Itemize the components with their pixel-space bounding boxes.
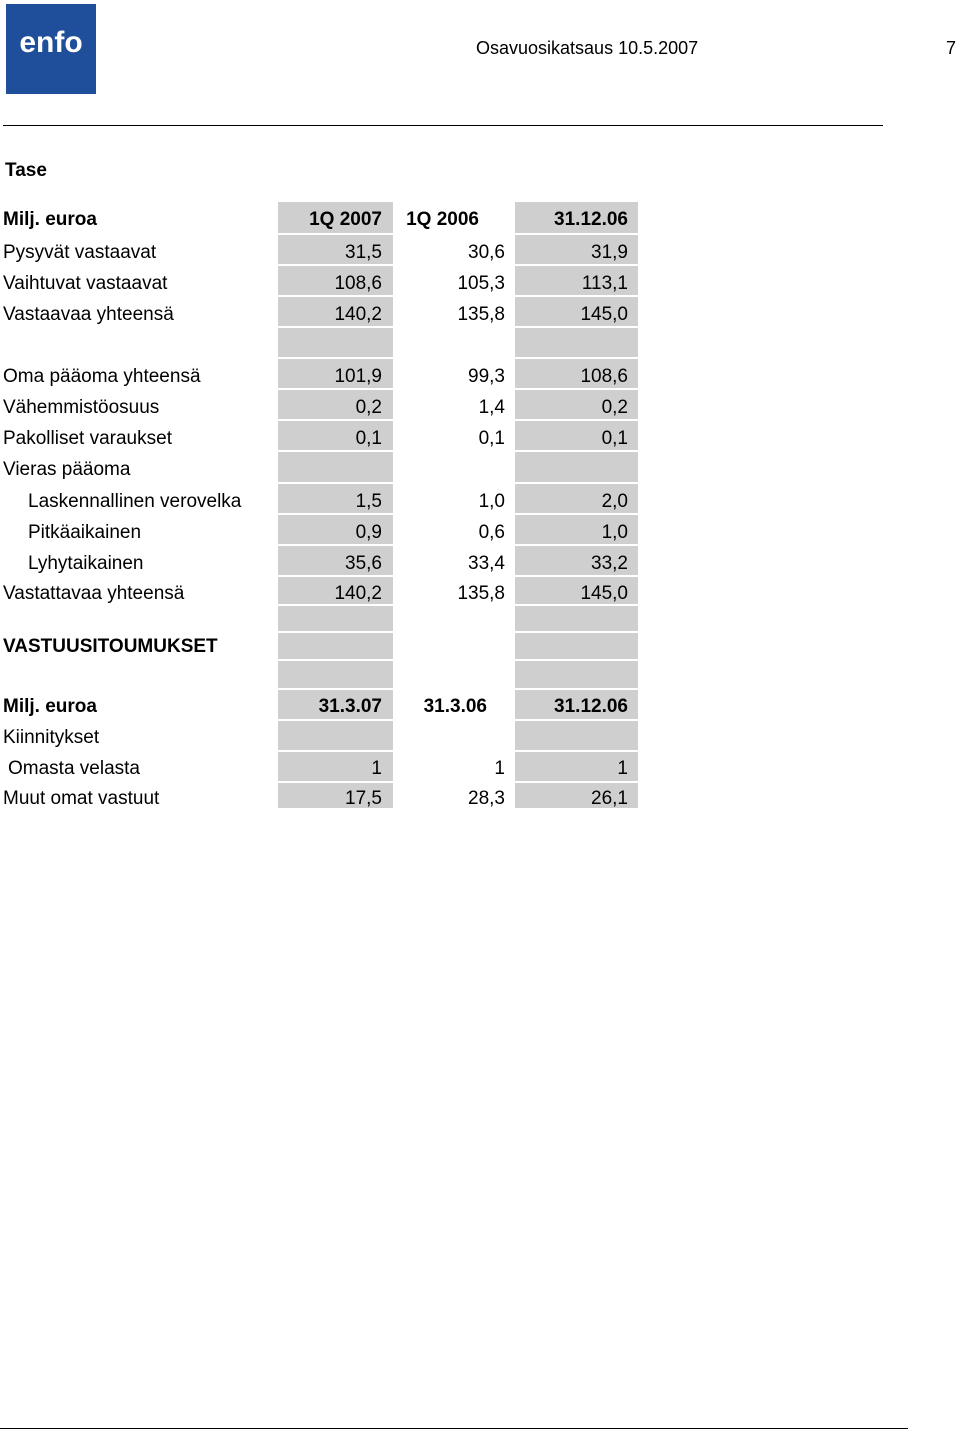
report-title: Osavuosikatsaus 10.5.2007	[476, 38, 699, 58]
balance-sheet-title: Tase	[5, 160, 47, 181]
row-label: Oma pääoma yhteensä	[3, 366, 201, 387]
cell-value: 0,1	[478, 428, 505, 449]
table-row	[0, 754, 660, 784]
table-row	[0, 455, 660, 485]
row-label: Vieras pääoma	[3, 459, 131, 480]
unit-label: Milj. euroa	[3, 209, 97, 230]
footer-divider	[0, 1428, 908, 1429]
column-header: 31.12.06	[554, 696, 628, 717]
cell-value: 2,0	[601, 491, 628, 512]
table-row	[0, 393, 660, 423]
cell-value: 99,3	[468, 366, 505, 387]
row-label: Omasta velasta	[8, 758, 140, 779]
cell-value: 1	[371, 758, 382, 779]
commitments-header-row	[0, 692, 660, 722]
commitments-title: VASTUUSITOUMUKSET	[3, 636, 218, 657]
row-label: Vähemmistöosuus	[3, 397, 160, 418]
row-label: Vaihtuvat vastaavat	[3, 273, 168, 294]
table-row	[0, 300, 660, 330]
cell-value: 33,2	[591, 553, 628, 574]
row-label: Laskennallinen verovelka	[28, 491, 242, 512]
table-row	[0, 579, 660, 609]
cell-value: 31,9	[591, 242, 628, 263]
page-number: 7	[946, 38, 957, 58]
cell-value: 0,9	[355, 522, 382, 543]
table-row	[0, 518, 660, 548]
cell-value: 101,9	[334, 366, 382, 387]
cell-value: 135,8	[457, 304, 505, 325]
cell-value: 17,5	[345, 788, 382, 809]
cell-value: 33,4	[468, 553, 505, 574]
cell-value: 113,1	[581, 273, 628, 294]
cell-value: 1,0	[601, 522, 628, 543]
column-header: 1Q 2007	[309, 209, 382, 230]
table-row	[0, 238, 660, 268]
row-separator	[278, 688, 638, 690]
row-separator	[278, 357, 638, 359]
row-label: Lyhytaikainen	[28, 553, 144, 574]
cell-value: 31,5	[345, 242, 382, 263]
column-header: 31.3.07	[318, 696, 382, 717]
column-header: 1Q 2006	[406, 209, 479, 230]
row-label: Kiinnitykset	[3, 727, 100, 748]
row-label: Muut omat vastuut	[3, 788, 160, 809]
table-row	[0, 269, 660, 299]
cell-value: 0,6	[478, 522, 505, 543]
cell-value: 26,1	[591, 788, 628, 809]
cell-value: 0,2	[601, 397, 628, 418]
cell-value: 28,3	[468, 788, 505, 809]
enfo-logo-mark	[6, 4, 96, 94]
cell-value: 145,0	[580, 583, 628, 604]
row-separator	[278, 631, 638, 633]
cell-value: 0,1	[355, 428, 382, 449]
cell-value: 140,2	[334, 304, 382, 325]
balance-sheet-header-row	[0, 205, 660, 235]
cell-value: 145,0	[580, 304, 628, 325]
table-row	[0, 549, 660, 579]
row-label: Pitkäaikainen	[28, 522, 142, 543]
column-header: 31.3.06	[423, 696, 487, 717]
cell-value: 1,5	[355, 491, 382, 512]
cell-value: 105,3	[457, 273, 505, 294]
row-label: Vastaavaa yhteensä	[3, 304, 174, 325]
cell-value: 1	[494, 758, 505, 779]
table-row	[0, 784, 660, 814]
table-row	[0, 362, 660, 392]
cell-value: 135,8	[457, 583, 505, 604]
column-header: 31.12.06	[554, 209, 628, 230]
row-separator	[278, 659, 638, 661]
cell-value: 30,6	[468, 242, 505, 263]
enfo-logo	[6, 4, 96, 94]
cell-value: 1	[617, 758, 628, 779]
logo-text: enfo	[19, 26, 83, 59]
unit-label: Milj. euroa	[3, 696, 97, 717]
cell-value: 140,2	[334, 583, 382, 604]
cell-value: 0,1	[601, 428, 628, 449]
row-label: Vastattavaa yhteensä	[3, 583, 185, 604]
table-row	[0, 424, 660, 454]
table-row	[0, 487, 660, 517]
row-label: Pakolliset varaukset	[3, 428, 172, 449]
cell-value: 1,4	[478, 397, 505, 418]
header-divider	[3, 125, 883, 126]
cell-value: 1,0	[478, 491, 505, 512]
row-label: Pysyvät vastaavat	[3, 242, 157, 263]
cell-value: 0,2	[355, 397, 382, 418]
table-row	[0, 723, 660, 753]
cell-value: 35,6	[345, 553, 382, 574]
cell-value: 108,6	[334, 273, 382, 294]
cell-value: 108,6	[580, 366, 628, 387]
